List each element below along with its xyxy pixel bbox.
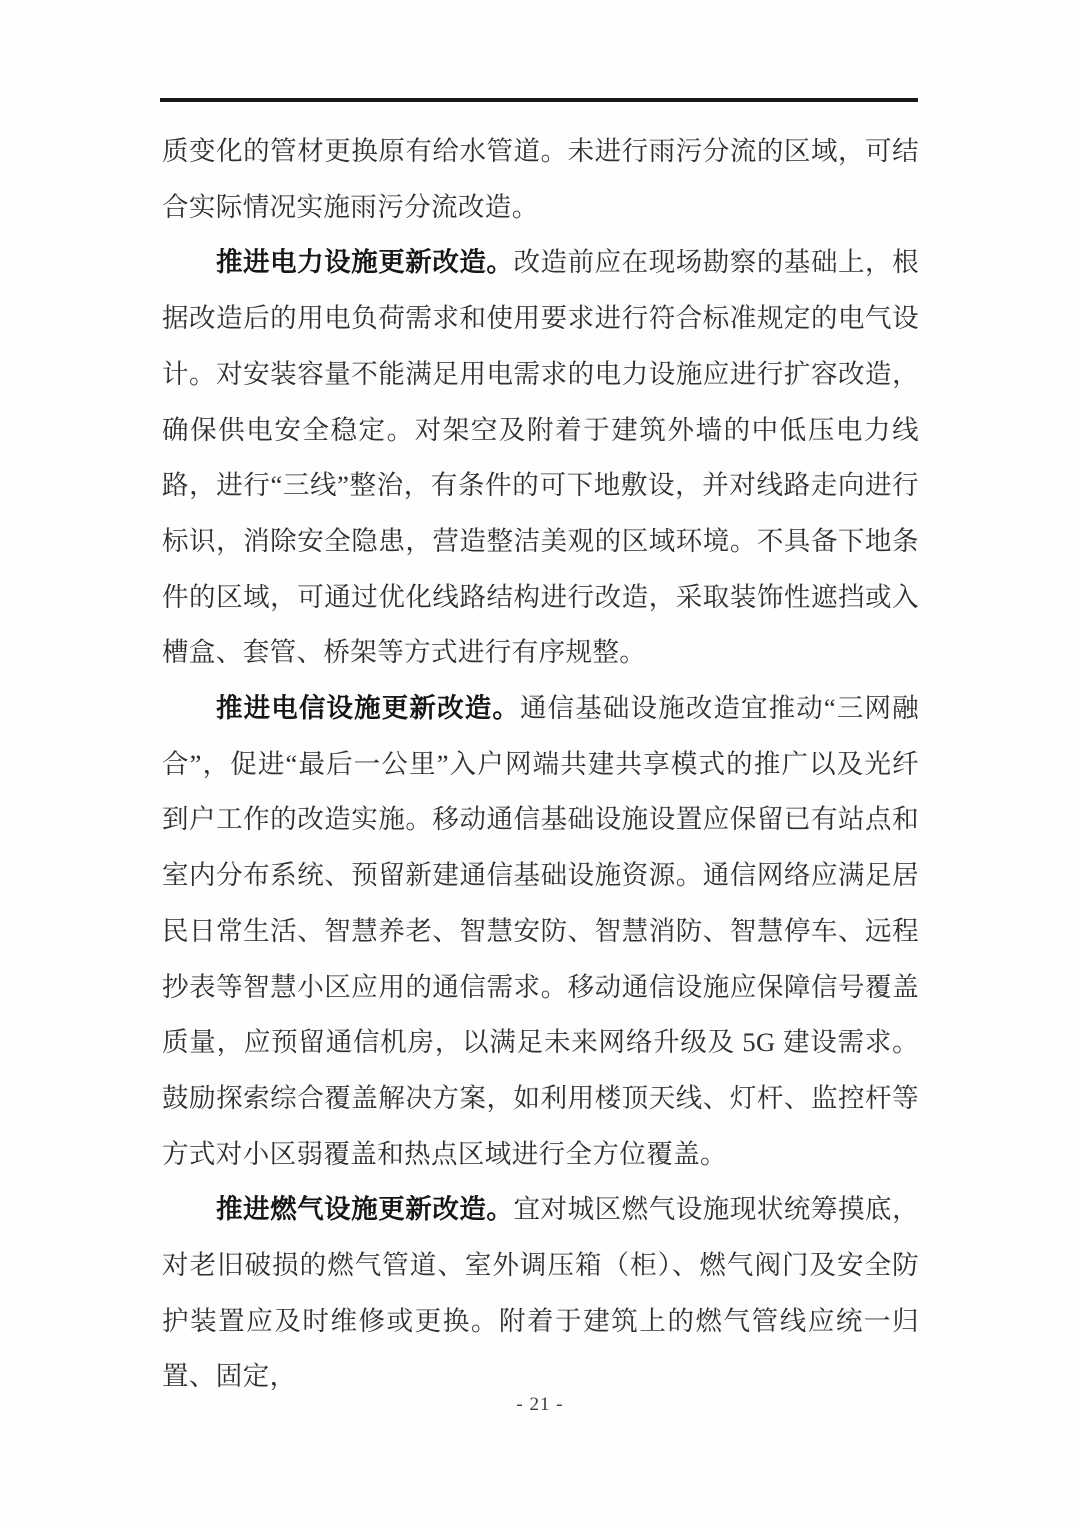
paragraph-gas-facilities xyxy=(162,1182,919,1405)
page-number xyxy=(0,1394,1080,1416)
paragraph-text: 通信基础设施改造宜推动“三网融合”，促进“最后一公里”入户网端共建共享模式的推广以及光纤到户工作的改造实施。移动通信基础设施设置应保留已有站点和室内分布系统、预留新建通信基础设施资源。通信网络应满足居民日常生活、智慧养老、智慧安防、智慧消防、智慧停车、远程抄表等智慧小区应用的通信需求。移动通信设施应保障信号覆盖质量，应预留通信机房，以满足未来网络升级及 5G 建设需求。鼓励探索综合覆盖解决方案，如利用楼顶天线、灯杆、监控杆等方式对小区弱覆盖和热点区域进行全方位覆盖。 xyxy=(162,693,919,1169)
paragraph-power-facilities xyxy=(162,235,919,681)
paragraph-text: 宜对城区燃气设施现状统筹摸底，对老旧破损的燃气管道、室外调压箱（柜）、燃气阀门及安全防护装置应及时维修或更换。附着于建筑上的燃气管线应统一归置、固定， xyxy=(162,1194,919,1392)
paragraph-telecom-facilities xyxy=(162,681,919,1182)
header-rule xyxy=(160,98,918,102)
paragraph-text: 质变化的管材更换原有给水管道。未进行雨污分流的区域，可结合实际情况实施雨污分流改造。 xyxy=(162,136,919,222)
paragraph-text: 改造前应在现场勘察的基础上，根据改造后的用电负荷需求和使用要求进行符合标准规定的电气设计。对安装容量不能满足用电需求的电力设施应进行扩容改造，确保供电安全稳定。对架空及附着于建筑外墙的中低压电力线路，进行“三线”整治，有条件的可下地敷设，并对线路走向进行标识，消除安全隐患，营造整洁美观的区域环境。不具备下地条件的区域，可通过优化线路结构进行改造，采取装饰性遮挡或入槽盒、套管、桥架等方式进行有序规整。 xyxy=(162,247,919,668)
page-number-label: - 21 - xyxy=(516,1394,564,1415)
paragraph-water-continuation xyxy=(162,124,919,235)
paragraph-lead: 推进电信设施更新改造。 xyxy=(216,693,520,724)
paragraph-lead: 推进燃气设施更新改造。 xyxy=(216,1194,514,1225)
paragraph-lead: 推进电力设施更新改造。 xyxy=(216,247,514,278)
document-body xyxy=(162,124,919,1405)
